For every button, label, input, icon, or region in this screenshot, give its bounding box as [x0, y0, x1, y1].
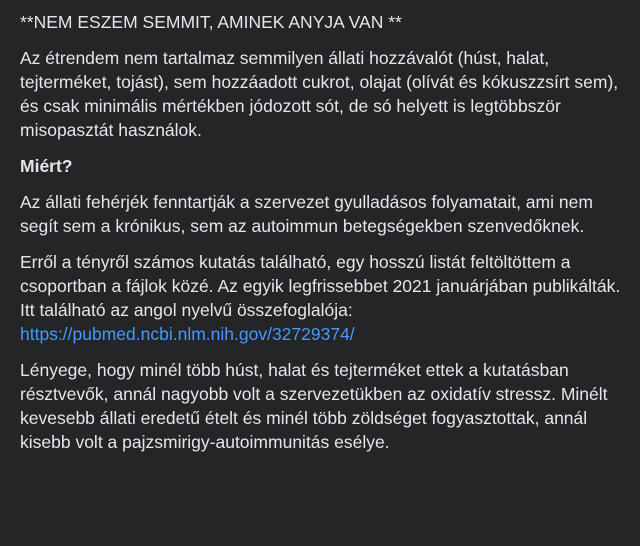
research-text: Erről a tényről számos kutatás található, egy hosszú listát feltöltöttem a csoportban a fájlok közé. Az egyik legfrissebbet 2021 januárjában publikálták. Itt található az angol nyelvű összefoglalója: [20, 252, 621, 320]
post-why-label: Miért? [20, 156, 73, 176]
post-paragraph-diet: Az étrendem nem tartalmaz semmilyen állati hozzávalót (húst, halat, tejterméket, tojást), sem hozzáadott cukrot, olajat (olívát és kókuszzsírt sem), és csak minimális mértékben jódozott sót, de só helyett is legtöbbször misopasztát használok. [20, 48, 619, 140]
post-heading: **NEM ESZEM SEMMIT, AMINEK ANYJA VAN ** [20, 12, 402, 32]
post-paragraph-reason: Az állati fehérjék fenntartják a szervezet gyulladásos folyamatait, ami nem segít sem a krónikus, sem az autoimmun betegségekben szenvedőknek. [20, 192, 593, 236]
pubmed-link[interactable]: https://pubmed.ncbi.nlm.nih.gov/32729374/ [20, 324, 355, 344]
post-paragraph-summary: Lényege, hogy minél több húst, halat és tejterméket ettek a kutatásban résztvevők, annál nagyobb volt a szervezetükben az oxidatív stressz. Minélt kevesebb állati eredetű ételt és minél több zöldséget fogyasztottak, annál kisebb volt a pajzsmirigy-autoimmunitás esélye. [20, 360, 608, 452]
post-paragraph-research [20, 250, 626, 346]
